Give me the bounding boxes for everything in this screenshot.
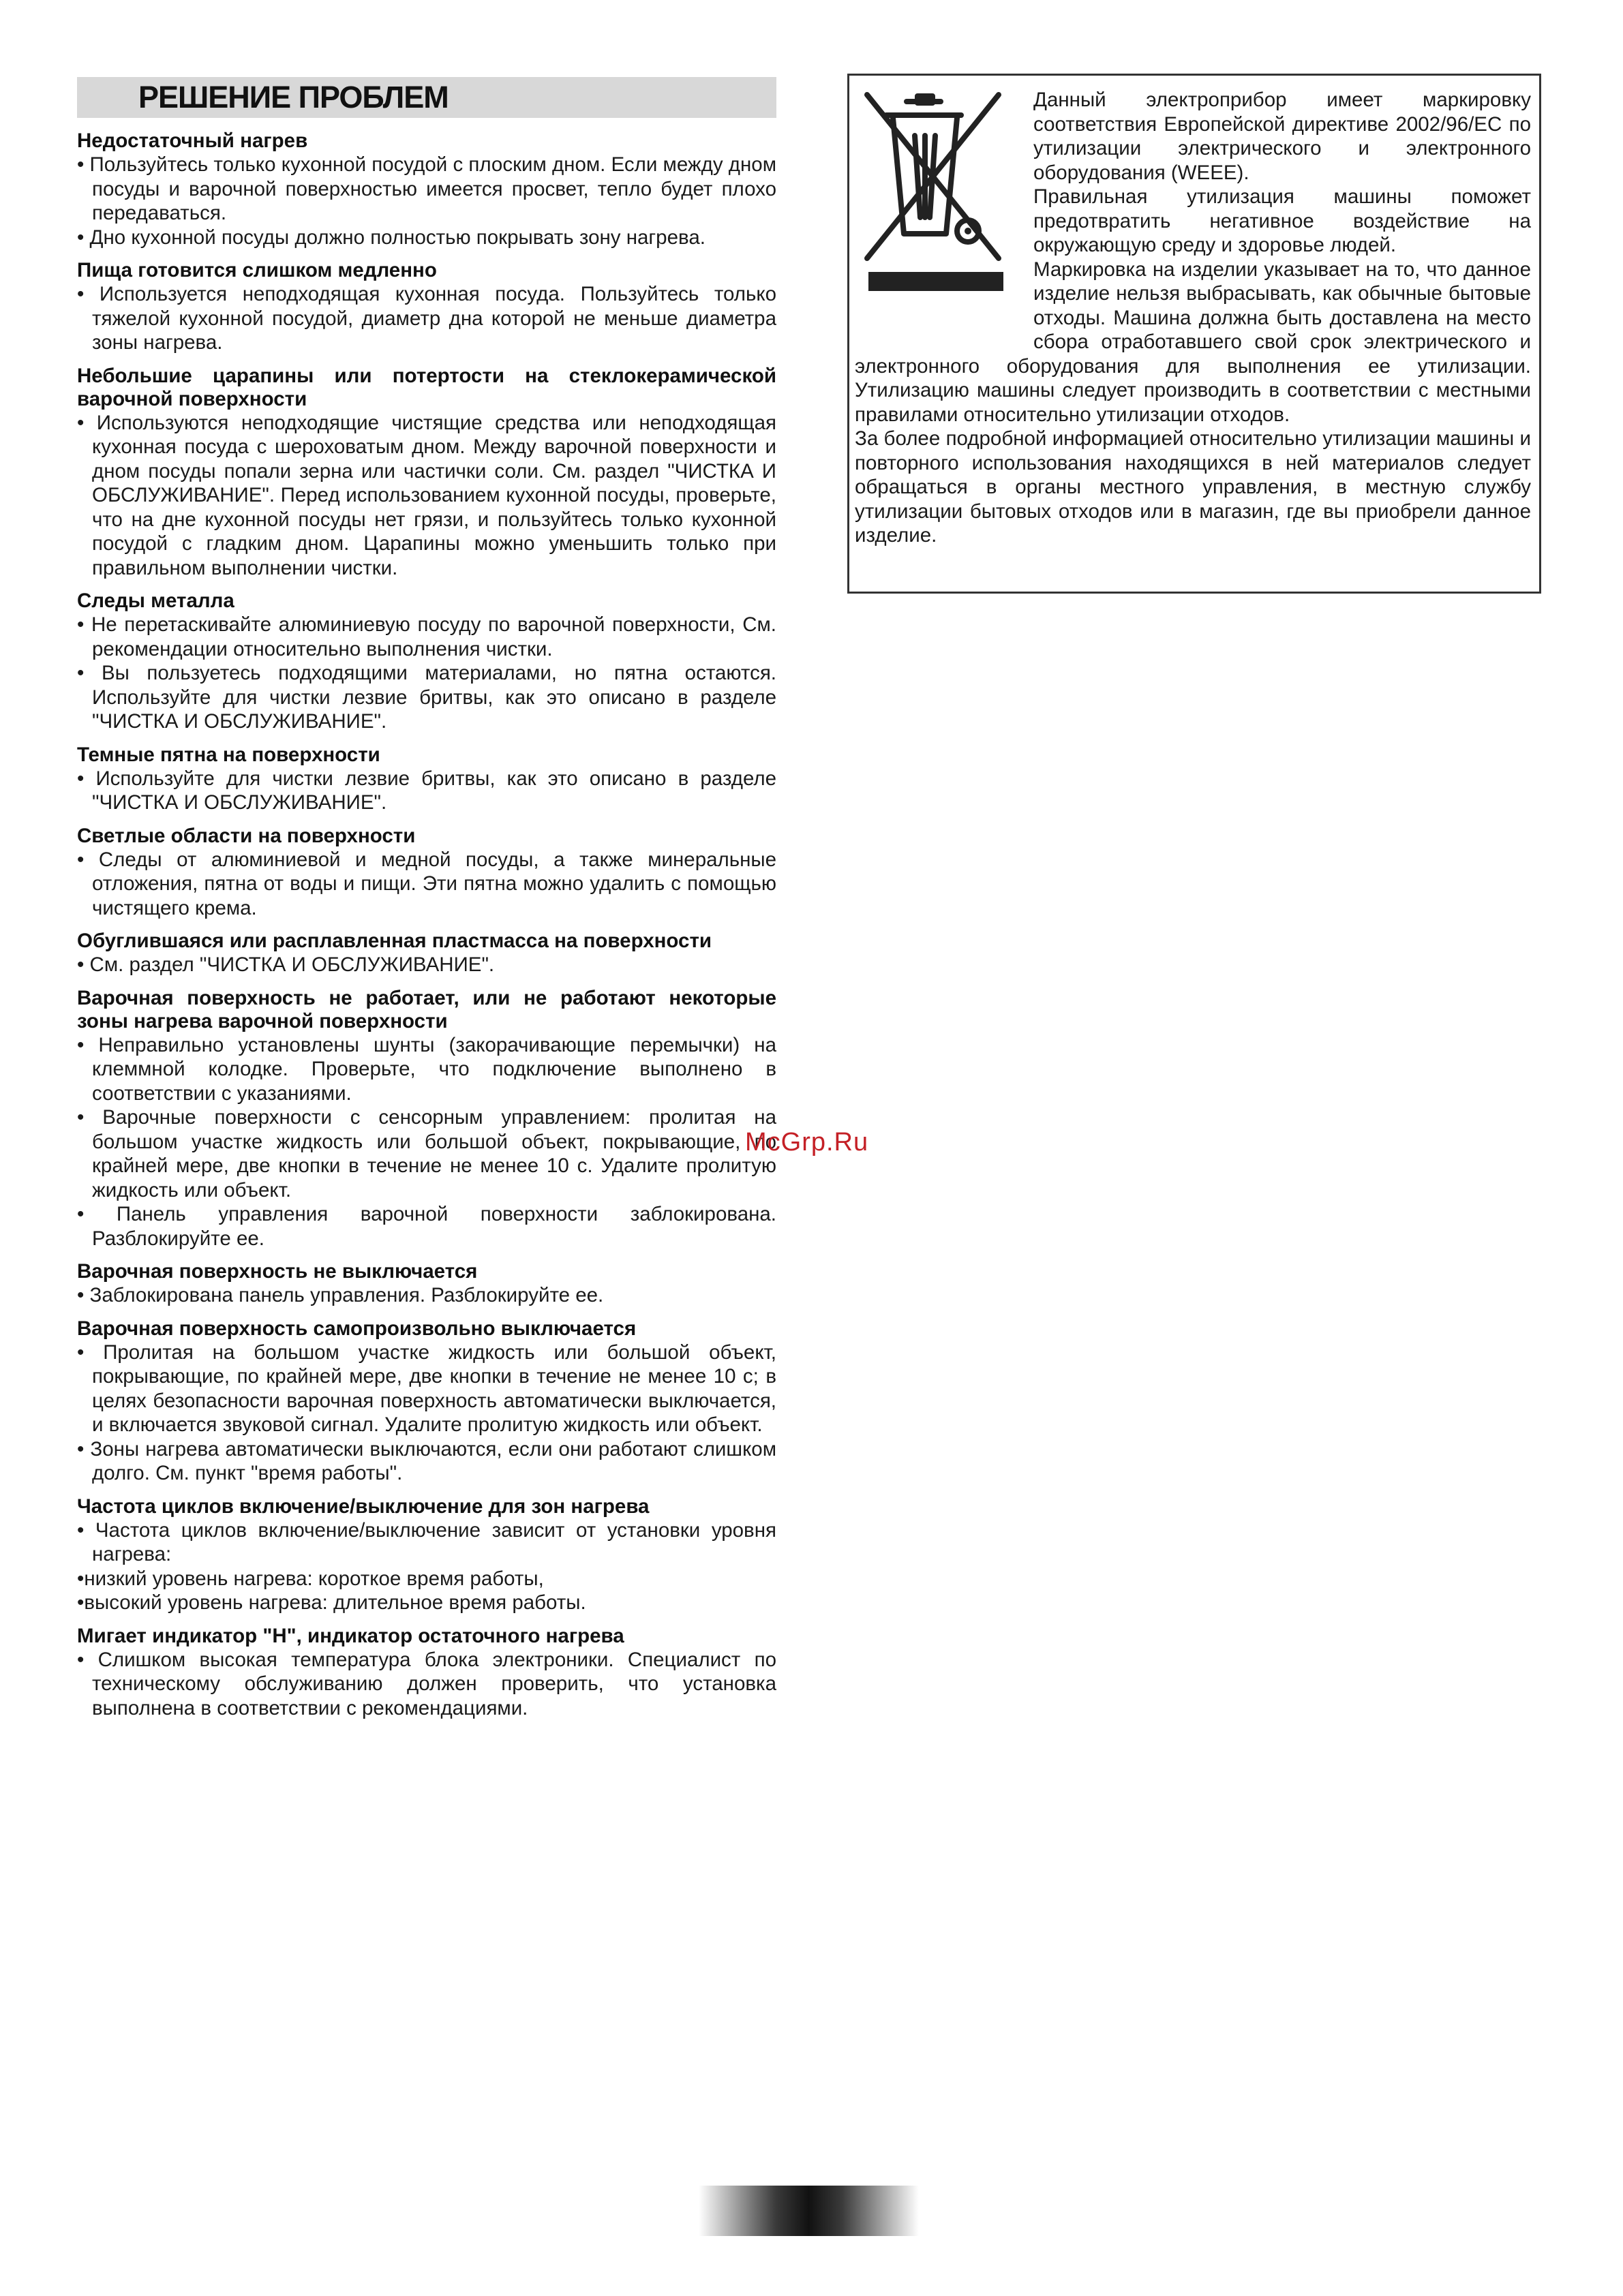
bullet-item: • См. раздел "ЧИСТКА И ОБСЛУЖИВАНИЕ". xyxy=(77,953,776,977)
weee-paragraph: Данный электроприбор имеет маркировку соответствия Европейской директиве 2002/96/EC по утилизации электрического и электронного оборудования (WEEE). xyxy=(1033,89,1531,184)
bullet-item: • Используются неподходящие чистящие средства или неподходящая кухонная посуда с шероховатым дном. Между варочной поверхности и дном посуды попали зерна или частички соли. См. раздел "ЧИСТКА И ОБСЛУЖИВАНИЕ". Перед использованием кухонной посуды, проверьте, что на дне кухонной посуды нет грязи, и пользуйтесь только кухонной посудой с гладким дном. Царапины можно уменьшить только при правильном выполнении чистки. xyxy=(77,411,776,581)
troubleshooting-section xyxy=(77,1317,776,1486)
section-title: Обуглившаяся или расплавленная пластмасса на поверхности xyxy=(77,930,712,952)
sub-item: •низкий уровень нагрева: короткое время работы, xyxy=(77,1567,544,1590)
troubleshooting-section xyxy=(77,259,776,355)
troubleshooting-section xyxy=(77,1260,776,1308)
weee-paragraph: Маркировка на изделии указывает на то, что данное изделие нельзя выбрасывать, как обычные бытовые отходы. Машина должна быть доставлена на место сбора отработавшего свой срок электрического и электронного оборудования для выполнения ее утилизации. Утилизацию машины следует производить в соответствии с местными правилами относительно утилизации отходов. xyxy=(855,258,1531,426)
bullet-item: • Вы пользуетесь подходящими материалами, но пятна остаются. Используйте для чистки лезвие бритвы, как это описано в разделе "ЧИСТКА И ОБСЛУЖИВАНИЕ". xyxy=(77,661,776,734)
section-title: Небольшие царапины или потертости на стеклокерамической варочной поверхности xyxy=(77,364,776,410)
page-title: РЕШЕНИЕ ПРОБЛЕМ xyxy=(138,80,449,114)
bullet-item: • Используйте для чистки лезвие бритвы, как это описано в разделе "ЧИСТКА И ОБСЛУЖИВАНИЕ". xyxy=(77,767,776,815)
section-title: Пища готовится слишком медленно xyxy=(77,259,437,281)
troubleshooting-section xyxy=(77,129,776,249)
section-title: Светлые области на поверхности xyxy=(77,824,416,847)
section-title: Варочная поверхность не работает, или не работают некоторые зоны нагрева варочной поверхности xyxy=(77,986,776,1032)
bullet-item: • Пролитая на большом участке жидкость или большой объект, покрывающие, по крайней мере, две кнопки в течение не менее 10 с; в целях безопасности варочная поверхность автоматически выключается, и включается звуковой сигнал. Удалите пролитую жидкость или объект. xyxy=(77,1341,776,1437)
section-header-bar xyxy=(77,77,776,118)
weee-notice-box xyxy=(847,74,1541,594)
bullet-item: • Панель управления варочной поверхности заблокирована. Разблокируйте ее. xyxy=(77,1202,776,1251)
bullet-item: • Слишком высокая температура блока электроники. Специалист по техническому обслуживанию должен проверить, что установка выполнена в соответствии с рекомендациями. xyxy=(77,1648,776,1721)
section-title: Недостаточный нагрев xyxy=(77,129,308,152)
watermark: McGrp.Ru xyxy=(745,1128,869,1157)
weee-text xyxy=(855,88,1531,548)
page-number-tab xyxy=(699,2186,919,2236)
bullet-item: • Заблокирована панель управления. Разблокируйте ее. xyxy=(77,1283,776,1308)
troubleshooting-section xyxy=(77,1495,776,1615)
troubleshooting-section xyxy=(77,987,776,1251)
troubleshooting-list xyxy=(77,129,776,1730)
bullet-item: • Зоны нагрева автоматически выключаются, если они работают слишком долго. См. пункт "время работы". xyxy=(77,1437,776,1486)
troubleshooting-section xyxy=(77,825,776,921)
section-title: Частота циклов включение/выключение для зон нагрева xyxy=(77,1495,650,1518)
troubleshooting-section xyxy=(77,1625,776,1721)
bullet-item: • Пользуйтесь только кухонной посудой с плоским дном. Если между дном посуды и варочной поверхностью имеется просвет, тепло будет плохо передаваться. xyxy=(77,153,776,226)
bullet-item: • Варочные поверхности с сенсорным управлением: пролитая на большом участке жидкость или большой объект, покрывающие, по крайней мере, две кнопки в течение не менее 10 с. Удалите пролитую жидкость или объект. xyxy=(77,1105,776,1202)
section-title: Темные пятна на поверхности xyxy=(77,743,380,766)
bullet-item: • Следы от алюминиевой и медной посуды, а также минеральные отложения, пятна от воды и пищи. Эти пятна можно удалить с помощью чистящего крема. xyxy=(77,848,776,921)
troubleshooting-section xyxy=(77,930,776,977)
troubleshooting-section xyxy=(77,590,776,734)
bullet-item: • Используется неподходящая кухонная посуда. Пользуйтесь только тяжелой кухонной посудой, диаметр дна которой не меньше диаметра зоны нагрева. xyxy=(77,282,776,355)
section-title: Варочная поверхность не выключается xyxy=(77,1260,478,1283)
troubleshooting-section xyxy=(77,365,776,581)
weee-paragraph: За более подробной информацией относительно утилизации машины и повторного использования находящихся в ней материалов следует обращаться в органы местного управления, в местную службу утилизации бытовых отходов или в магазин, где вы приобрели данное изделие. xyxy=(855,427,1531,547)
weee-paragraph: Правильная утилизация машины поможет предотвратить негативное воздействие на окружающую среду и здоровье людей. xyxy=(1033,185,1531,256)
bullet-item: • Не перетаскивайте алюминиевую посуду по варочной поверхности, См. рекомендации относительно выполнения чистки. xyxy=(77,613,776,661)
troubleshooting-section xyxy=(77,744,776,815)
sub-item: •высокий уровень нагрева: длительное время работы. xyxy=(77,1591,586,1614)
bullet-item: • Неправильно установлены шунты (закорачивающие перемычки) на клеммной колодке. Проверьте, что подключение выполнено в соответствии с указаниями. xyxy=(77,1033,776,1106)
section-title: Следы металла xyxy=(77,590,234,612)
bullet-item: • Частота циклов включение/выключение зависит от установки уровня нагрева: xyxy=(77,1518,776,1567)
bullet-item: • Дно кухонной посуды должно полностью покрывать зону нагрева. xyxy=(77,226,776,250)
section-title: Варочная поверхность самопроизвольно выключается xyxy=(77,1317,637,1340)
section-title: Мигает индикатор "H", индикатор остаточного нагрева xyxy=(77,1624,624,1647)
